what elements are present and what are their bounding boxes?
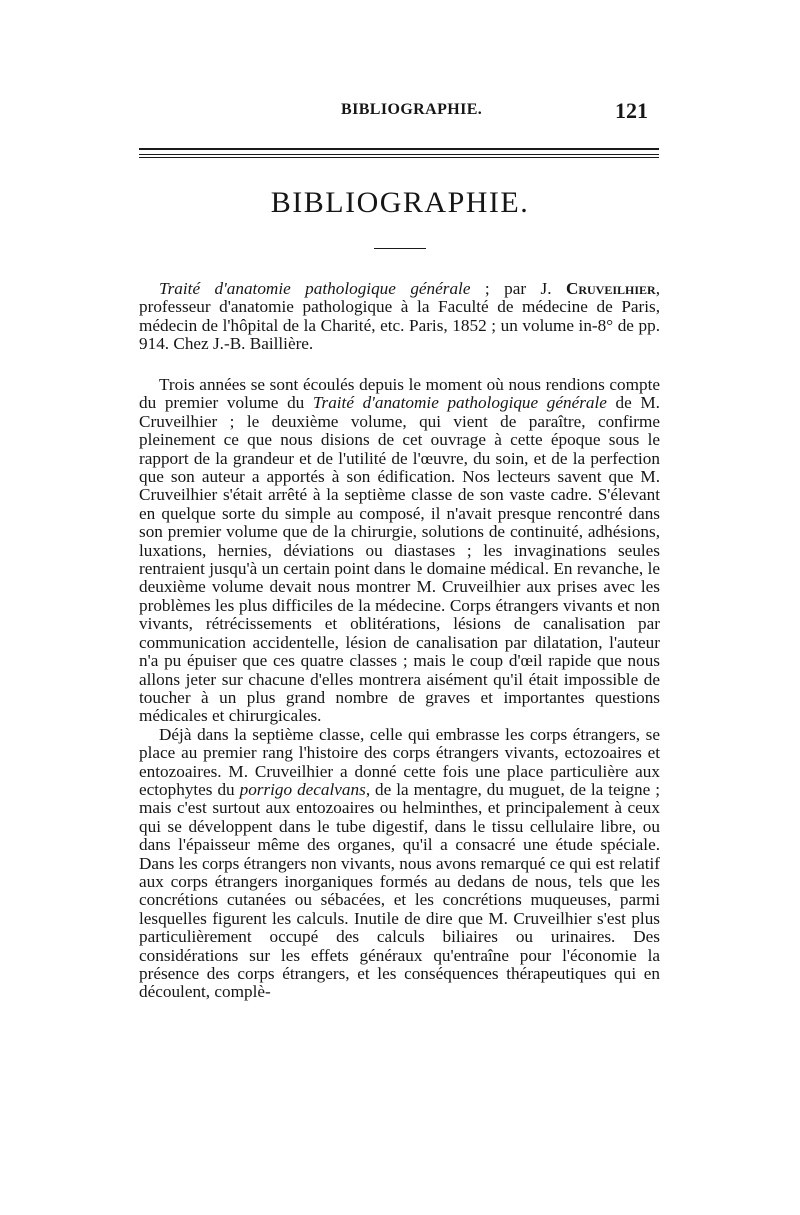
paragraph-2-italic-term: porrigo decalvans xyxy=(239,779,366,799)
paragraph-1 xyxy=(139,376,660,726)
paragraph-2-rest: , de la mentagre, du muguet, de la teigne ; mais c'est surtout aux entozoaires ou helminthes, et principalement à ceux qui se développent dans le tube digestif, dans le tissu cellulaire libre, ou dans l'épaisseur même des organes, qu'il a consacré une étude spéciale. Dans les corps étrangers non vivants, nous avons remarqué ce qui est relatif aux corps étrangers inorganiques formés au dedans de nous, tels que les concrétions cutanées ou sébacées, et les concrétions muqueuses, parmi lesquelles figurent les calculs. Inutile de dire que M. Cruveilhier s'est plus particulièrement occupé des calculs biliaires ou urinaires. Des considérations sur les effets généraux qu'entraîne pour l'économie la présence des corps étrangers, et les conséquences thérapeutiques qui en découlent, complè- xyxy=(139,779,660,1002)
paragraph-2-start: Déjà dans la septième classe, celle qui embrasse les corps étrangers, se place au premier rang l'histoire des corps étrangers vivants, ectozoaires et entozoaires. M. Cruveilhier a donné cette fois une place particulière aux ectophytes du xyxy=(139,724,660,799)
header-rule-thin xyxy=(139,154,659,155)
paragraph-2 xyxy=(139,726,660,1002)
header-rule-thick xyxy=(139,148,659,150)
paragraph-1-rest: de M. Cruveilhier ; le deuxième volume, qui vient de paraître, confirme pleinement ce que nous disions de cet ouvrage à cette époque sous le rapport de la grandeur et de l'utilité de l'œuvre, du soin, et de la perfection que son auteur a apportés à son édification. Nos lecteurs savent que M. Cruveilhier s'était arrêté à la septième classe de son vaste cadre. S'élevant en quelque sorte du simple au composé, il n'avait presque rencontré dans son premier volume que de la chirurgie, solutions de continuité, adhésions, luxations, hernies, déviations ou diastases ; les invaginations seules rentraient jusqu'à un certain point dans le domaine médical. En revanche, le deuxième volume devait nous montrer M. Cruveilhier aux prises avec les problèmes les plus difficiles de la médecine. Corps étrangers vivants et non vivants, rétrécissements et oblitérations, lésions de canalisation par communication accidentelle, lésion de canalisation par dilatation, l'auteur n'a pu épuiser que ces quatre classes ; mais le coup d'œil rapide que nous allons jeter sur chacune d'elles montrera aisément qu'il était impossible de toucher à un plus grand nombre de graves et importantes questions médicales et chirurgicales. xyxy=(139,393,660,726)
paragraph-1-book-title: Traité d'anatomie pathologique générale xyxy=(312,393,607,413)
citation-connector: ; par J. xyxy=(470,279,566,298)
running-head xyxy=(0,98,800,125)
citation-details: , professeur d'anatomie pathologique à la Faculté de médecine de Paris, médecin de l'hôpital de la Charité, etc. Paris, 1852 ; un volume in-8° de pp. 914. Chez J.-B. Baillière. xyxy=(139,279,660,354)
author-name: Cruveilhier xyxy=(565,279,656,298)
paragraph-1-start: Trois années se sont écoulés depuis le moment où nous rendions compte du premier volume du xyxy=(139,375,660,413)
title-divider xyxy=(374,248,426,249)
section-title: BIBLIOGRAPHIE. xyxy=(270,186,530,219)
bibliographic-citation xyxy=(139,280,660,354)
header-rule-thin-lower xyxy=(139,157,659,158)
running-title: BIBLIOGRAPHIE. xyxy=(341,101,483,118)
review-body xyxy=(139,376,660,1002)
page-number: 121 xyxy=(615,98,648,123)
book-title: Traité d'anatomie pathologique générale xyxy=(159,279,471,298)
